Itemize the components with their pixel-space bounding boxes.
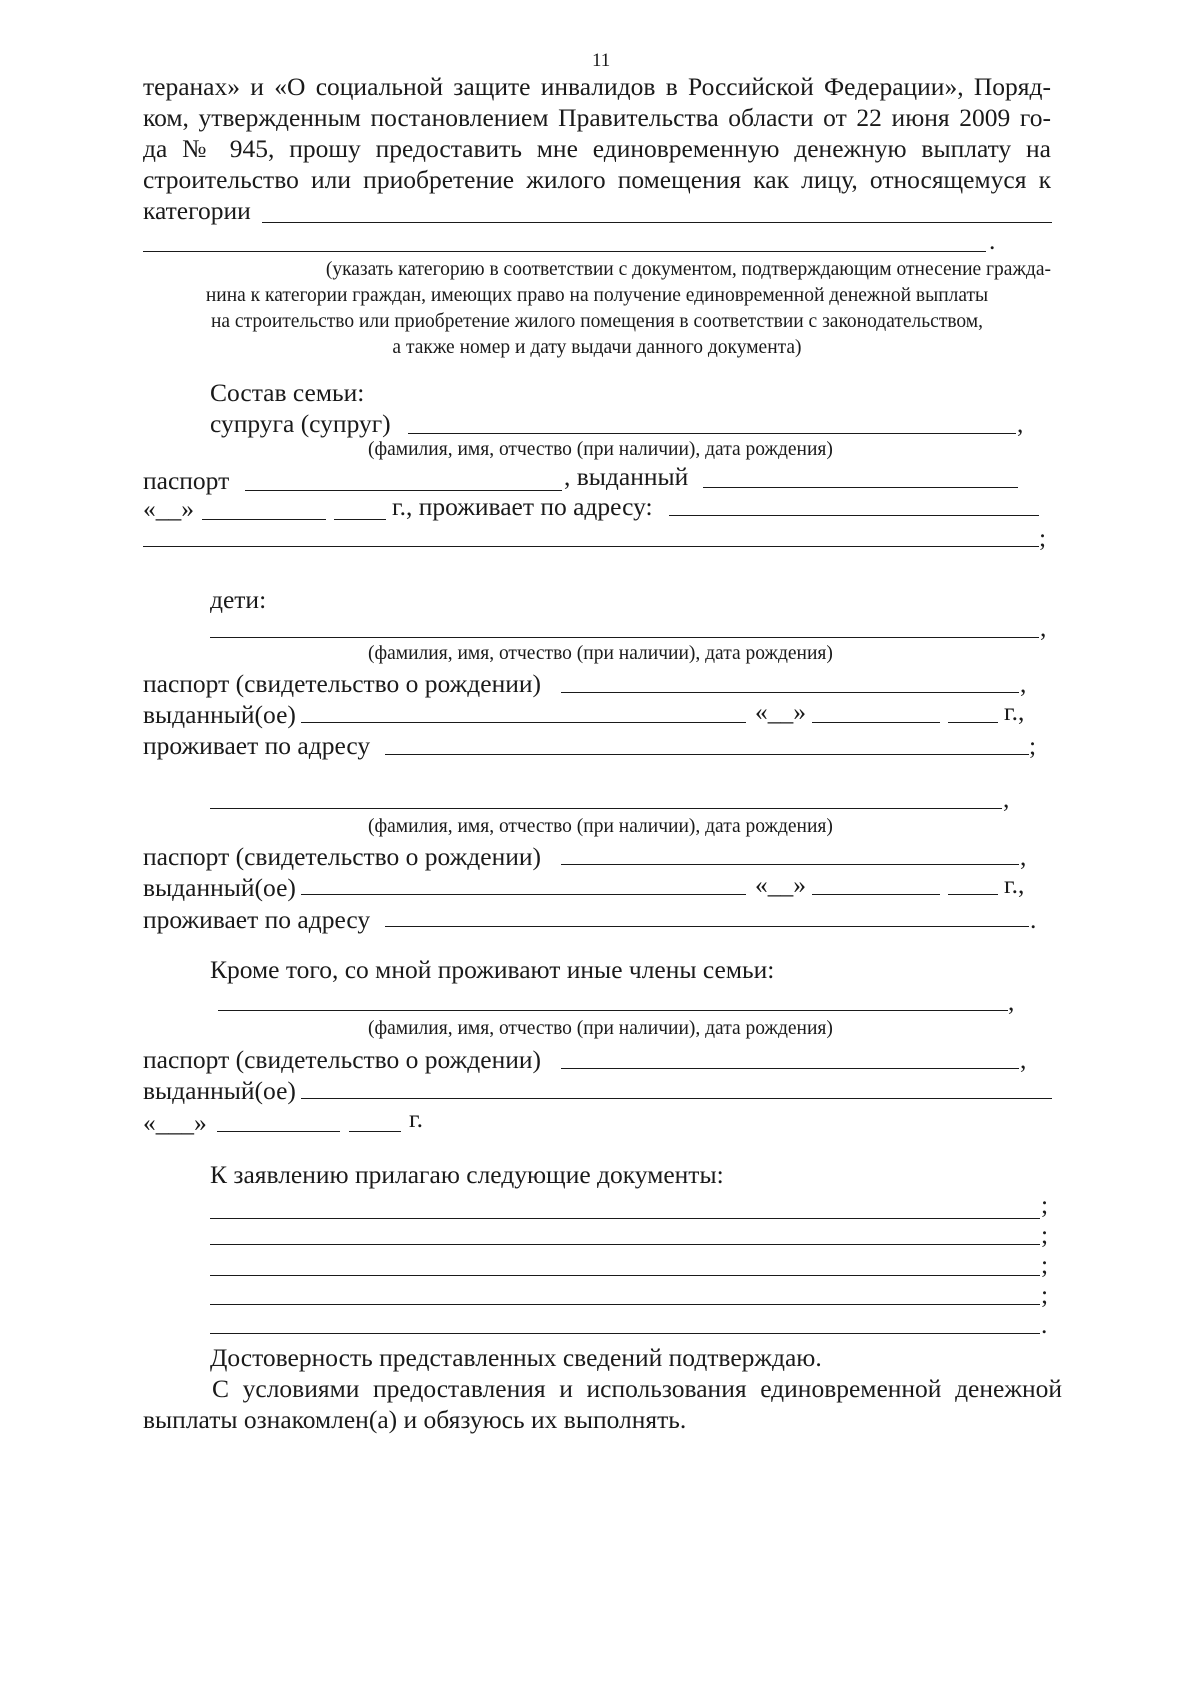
terms-statement-line-2: выплаты ознакомлен(а) и обязуюсь их выполнять. [143,1405,687,1434]
child1-month-field[interactable] [812,722,940,723]
child1-passport-field[interactable] [561,692,1019,693]
child2-passport-label: паспорт (свидетельство о рождении) [143,842,542,871]
child1-comma: , [1040,613,1047,642]
spouse-name-field[interactable] [408,433,1016,434]
category-field-continued[interactable] [143,251,986,252]
children-heading: дети: [210,585,267,614]
other-members-heading: Кроме того, со мной проживают иные члены семьи: [210,955,775,984]
child1-address-field[interactable] [385,754,1029,755]
spouse-passport-label: паспорт [143,466,230,495]
attachment-field-4[interactable] [210,1304,1040,1305]
intro-line-1: теранах» и «О социальной защите инвалидов в Российской Федерации», Поряд- [143,72,1051,101]
intro-line-3: да № 945, прошу предоставить мне единовременную денежную выплату на [143,134,1051,163]
attachment-field-1[interactable] [210,1218,1040,1219]
child1-address-label: проживает по адресу [143,731,371,760]
other-member-issued-by-field[interactable] [301,1098,1052,1099]
intro-line-2: ком, утвержденным постановлением Правительства области от 22 июня 2009 го- [143,103,1051,132]
other-member-name-field[interactable] [218,1010,1008,1011]
page-number: 11 [592,50,611,71]
terms-statement-line-1: С условиями предоставления и использования единовременной денежной [212,1374,1062,1403]
child1-issued-label: выданный(ое) [143,700,296,729]
attachment-field-3[interactable] [210,1275,1040,1276]
child2-period: . [1030,905,1037,934]
other-member-year-suffix: г. [409,1104,423,1133]
attachment-semicolon-3: ; [1041,1250,1049,1279]
category-label: категории [143,196,251,225]
spouse-issued-by-field[interactable] [703,487,1018,488]
child1-semicolon: ; [1029,731,1037,760]
attachments-heading: К заявлению прилагаю следующие документы: [210,1160,724,1189]
attachment-field-5[interactable] [210,1333,1040,1334]
child1-year-suffix: г., [1004,697,1025,726]
other-member-year-field[interactable] [349,1131,401,1132]
child2-year-suffix: г., [1004,870,1025,899]
family-heading: Состав семьи: [210,378,365,407]
category-note-4: а также номер и дату выдачи данного документа) [392,337,802,358]
child2-passport-comma: , [1020,842,1027,871]
attachment-semicolon-4: ; [1041,1280,1049,1309]
child2-month-field[interactable] [812,894,940,895]
confirmation-statement: Достоверность представленных сведений подтверждаю. [210,1343,822,1372]
other-member-passport-comma: , [1020,1045,1027,1074]
spouse-lives-label: г., проживает по адресу: [392,492,653,521]
attachment-period-5: . [1041,1310,1048,1339]
spouse-fio-note: (фамилия, имя, отчество (при наличии), дата рождения) [368,439,833,460]
category-end-period: . [989,226,996,255]
spouse-passport-field[interactable] [245,490,562,491]
child2-comma: , [1003,784,1010,813]
other-member-passport-label: паспорт (свидетельство о рождении) [143,1045,542,1074]
other-member-month-field[interactable] [217,1131,340,1132]
child1-issued-by-field[interactable] [301,722,746,723]
child2-date-open: «__» [755,870,806,899]
spouse-date-open: «__» [143,494,194,523]
attachment-semicolon-1: ; [1041,1190,1049,1219]
category-note-2: нина к категории граждан, имеющих право на получение единовременной денежной выплаты [205,285,989,306]
spouse-label: супруга (супруг) [210,409,391,438]
spouse-semicolon: ; [1039,523,1047,552]
child1-passport-label: паспорт (свидетельство о рождении) [143,669,542,698]
child2-issued-by-field[interactable] [301,894,746,895]
child1-fio-note: (фамилия, имя, отчество (при наличии), дата рождения) [368,643,833,664]
other-member-comma: , [1008,987,1015,1016]
child1-year-field[interactable] [948,722,998,723]
category-note-1: (указать категорию в соответствии с документом, подтверждающим отнесение гражда- [325,259,1051,280]
child2-passport-field[interactable] [561,864,1019,865]
spouse-address-field[interactable] [669,515,1039,516]
spouse-address-field-continued[interactable] [143,546,1039,547]
child2-address-field[interactable] [385,926,1029,927]
child1-date-open: «__» [755,697,806,726]
child2-fio-note: (фамилия, имя, отчество (при наличии), дата рождения) [368,816,833,837]
category-note-3: на строительство или приобретение жилого помещения в соответствии с законодательством, [210,311,984,332]
other-member-issued-label: выданный(ое) [143,1076,296,1105]
attachment-field-2[interactable] [210,1244,1040,1245]
category-field[interactable] [262,222,1052,223]
attachment-semicolon-2: ; [1041,1220,1049,1249]
child1-name-field[interactable] [210,637,1039,638]
spouse-issued-label: , выданный [564,462,689,491]
spouse-month-field[interactable] [202,519,326,520]
other-member-date-open: «___» [143,1108,207,1137]
other-member-fio-note: (фамилия, имя, отчество (при наличии), дата рождения) [368,1018,833,1039]
child2-issued-label: выданный(ое) [143,873,296,902]
child2-year-field[interactable] [948,894,998,895]
spouse-comma: , [1017,409,1024,438]
spouse-year-field[interactable] [334,519,386,520]
other-member-passport-field[interactable] [561,1068,1019,1069]
child2-address-label: проживает по адресу [143,905,371,934]
child1-passport-comma: , [1020,669,1027,698]
child2-name-field[interactable] [210,808,1002,809]
intro-line-4: строительство или приобретение жилого помещения как лицу, относящемуся к [143,165,1051,194]
